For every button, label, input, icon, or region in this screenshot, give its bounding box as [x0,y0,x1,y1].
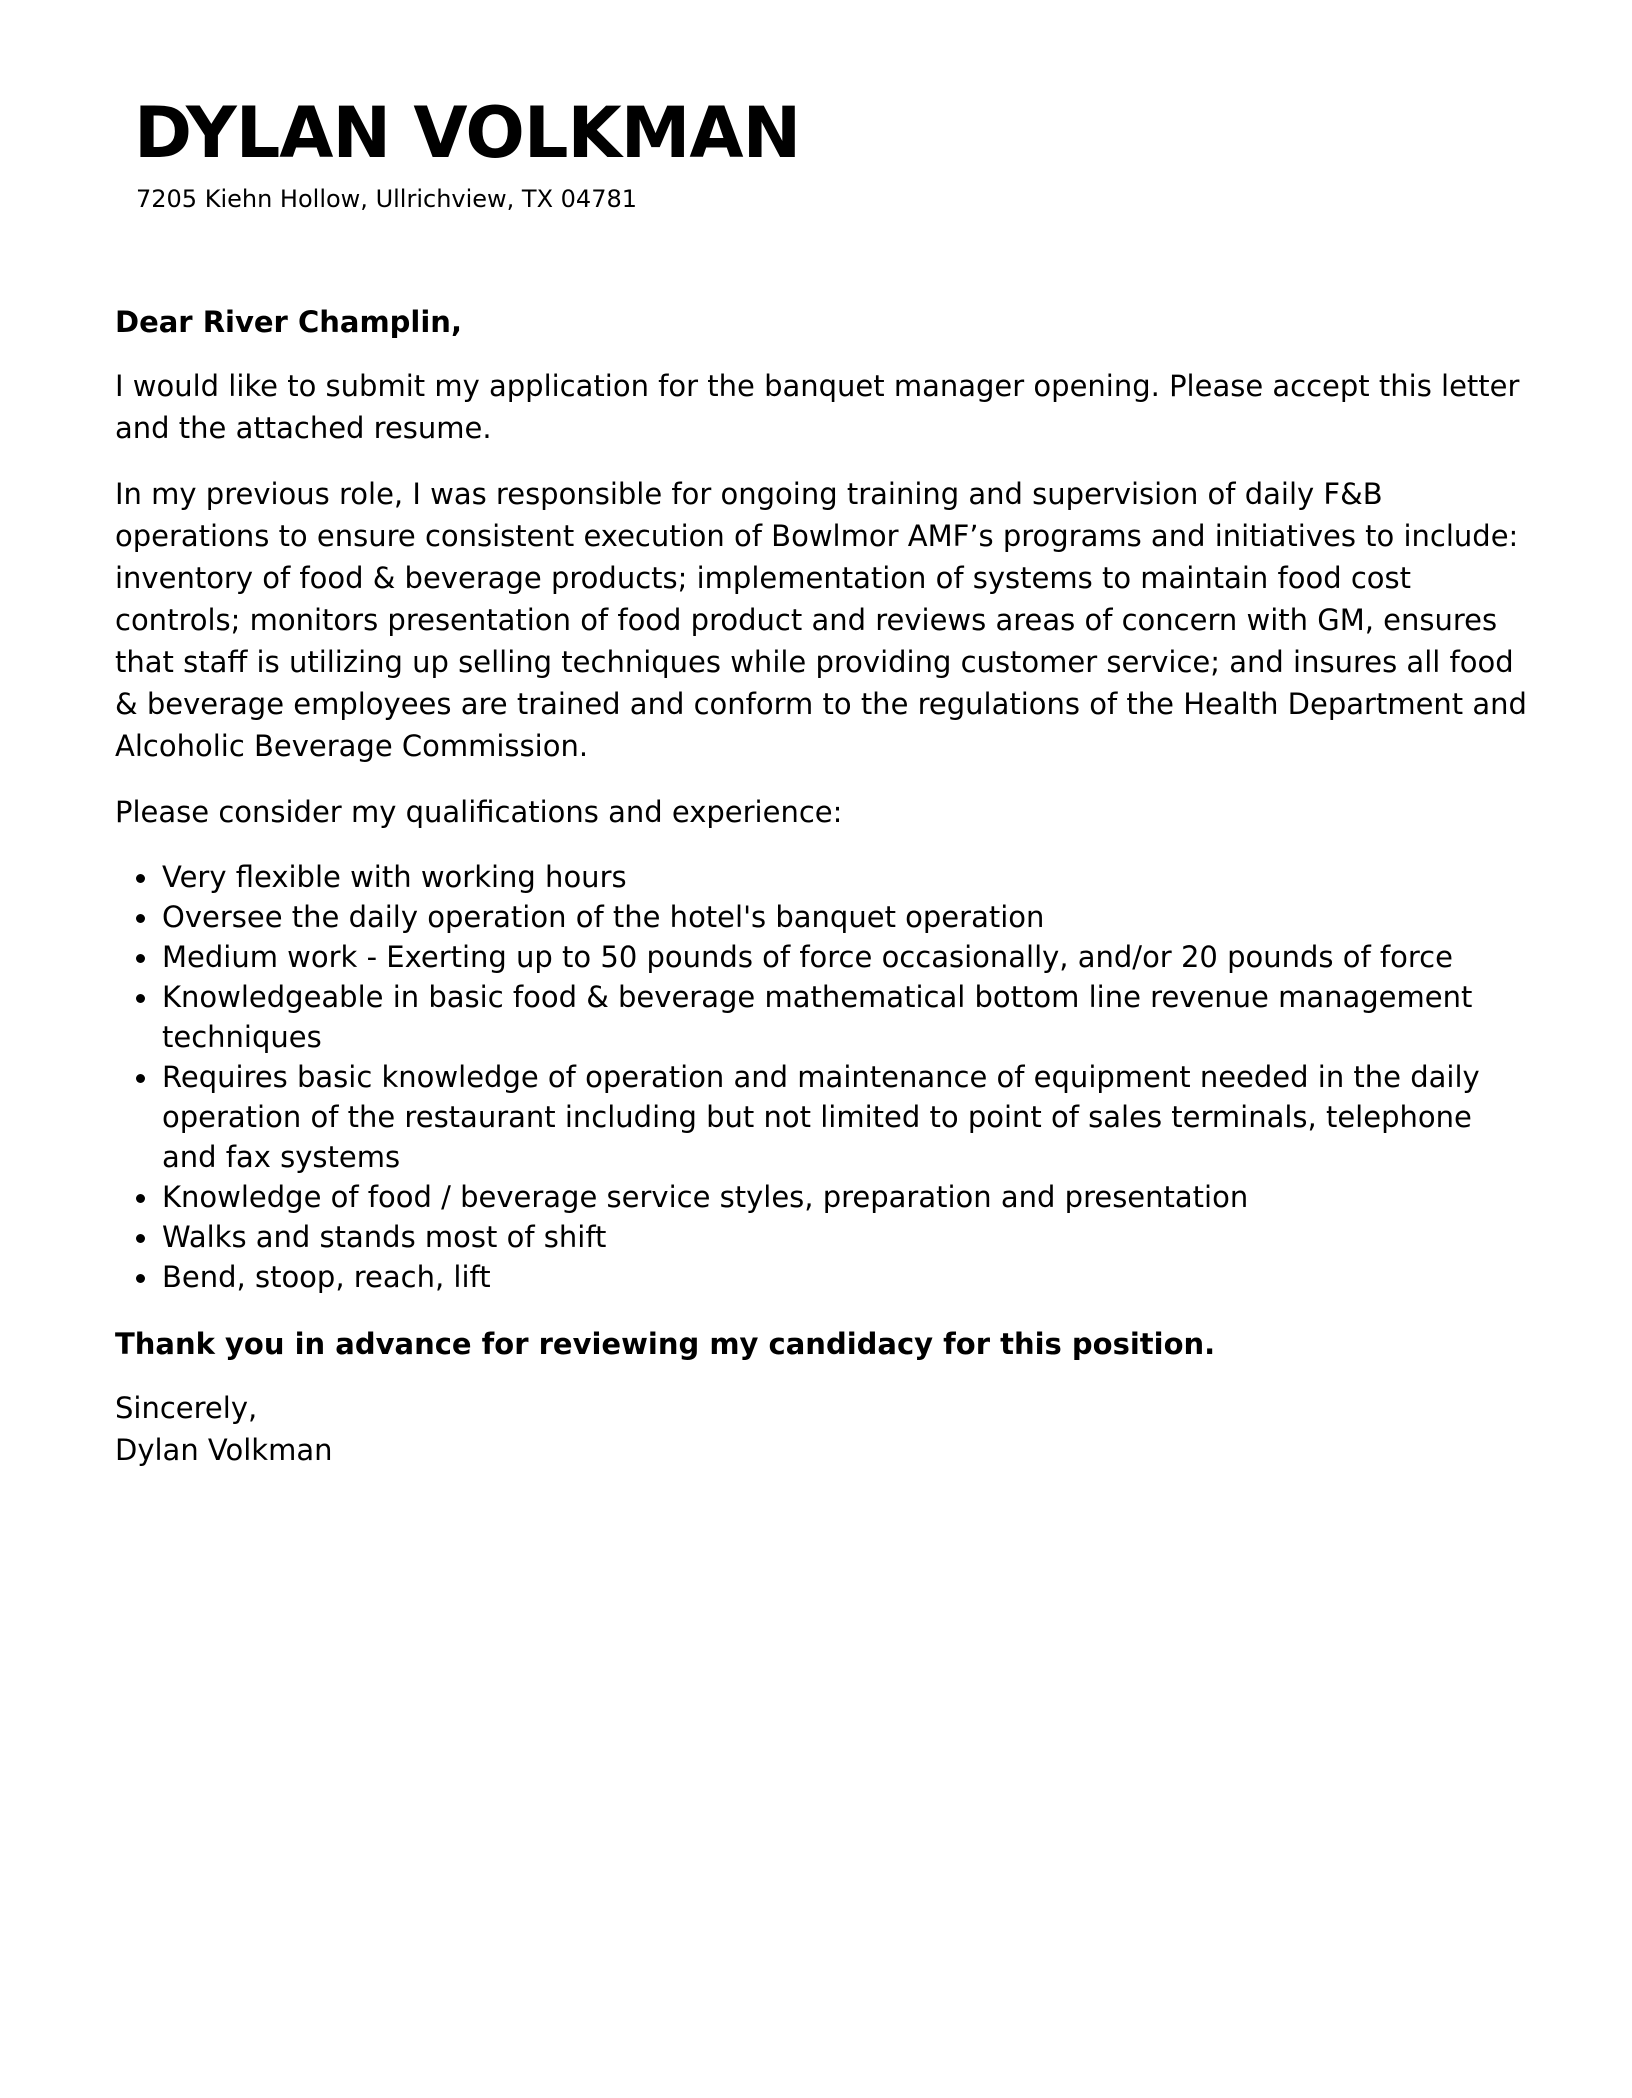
list-item-text: Knowledgeable in basic food & beverage mathematical bottom line revenue management techniques [162,980,1473,1054]
list-item-text: Medium work - Exerting up to 50 pounds of force occasionally, and/or 20 pounds of force [162,940,1453,974]
bullet-icon [136,874,145,883]
list-item [162,937,1535,977]
bullet-icon [136,1234,145,1243]
list-item-text: Oversee the daily operation of the hotel's banquet operation [162,900,1045,934]
bullet-icon [136,1074,145,1083]
list-item-text: Bend, stoop, reach, lift [162,1260,491,1294]
applicant-address: 7205 Kiehn Hollow, Ullrichview, TX 04781 [136,185,638,213]
list-item-text: Knowledge of food / beverage service styles, preparation and presentation [162,1180,1249,1214]
closing-statement: Thank you in advance for reviewing my candidacy for this position. [115,1327,1216,1361]
letter-header [134,90,1434,216]
bullet-icon [136,1274,145,1283]
list-item [162,857,1535,897]
signature-name: Dylan Volkman [115,1433,333,1467]
list-item [162,977,1535,1057]
list-item [162,1257,1535,1297]
experience-paragraph: In my previous role, I was responsible for ongoing training and supervision of daily F&B operations to ensure consistent execution of Bowlmor AMF’s programs and initiatives to include: inventory of food & beverage products; implementation of systems to maintain food cost controls; monitors presentation of food product and reviews areas of concern with GM, ensures that staff is utilizing up selling techniques while providing customer service; and insures all food & beverage employees are trained and conform to the regulations of the Health Department and Alcoholic Beverage Commission. [115,477,1527,763]
signoff: Sincerely, [115,1391,258,1425]
intro-paragraph: I would like to submit my application for the banquet manager opening. Please accept this letter and the attached resume. [115,369,1520,445]
list-item-text: Very flexible with working hours [162,860,627,894]
list-item-text: Walks and stands most of shift [162,1220,607,1254]
list-item [162,1217,1535,1257]
bullet-icon [136,994,145,1003]
list-item [162,897,1535,937]
bullet-icon [136,954,145,963]
bullet-icon [136,914,145,923]
signoff-block [115,1387,1535,1471]
qualifications-intro: Please consider my qualifications and experience: [115,795,843,829]
list-item-text: Requires basic knowledge of operation and maintenance of equipment needed in the daily operation of the restaurant including but not limited to point of sales terminals, telephone and fax systems [162,1060,1480,1174]
list-item [162,1177,1535,1217]
applicant-name: DYLAN VOLKMAN [134,92,801,174]
list-item [162,1057,1535,1177]
salutation: Dear River Champlin, [115,305,462,339]
qualifications-list [115,857,1535,1297]
bullet-icon [136,1194,145,1203]
letter-body [115,301,1535,1471]
